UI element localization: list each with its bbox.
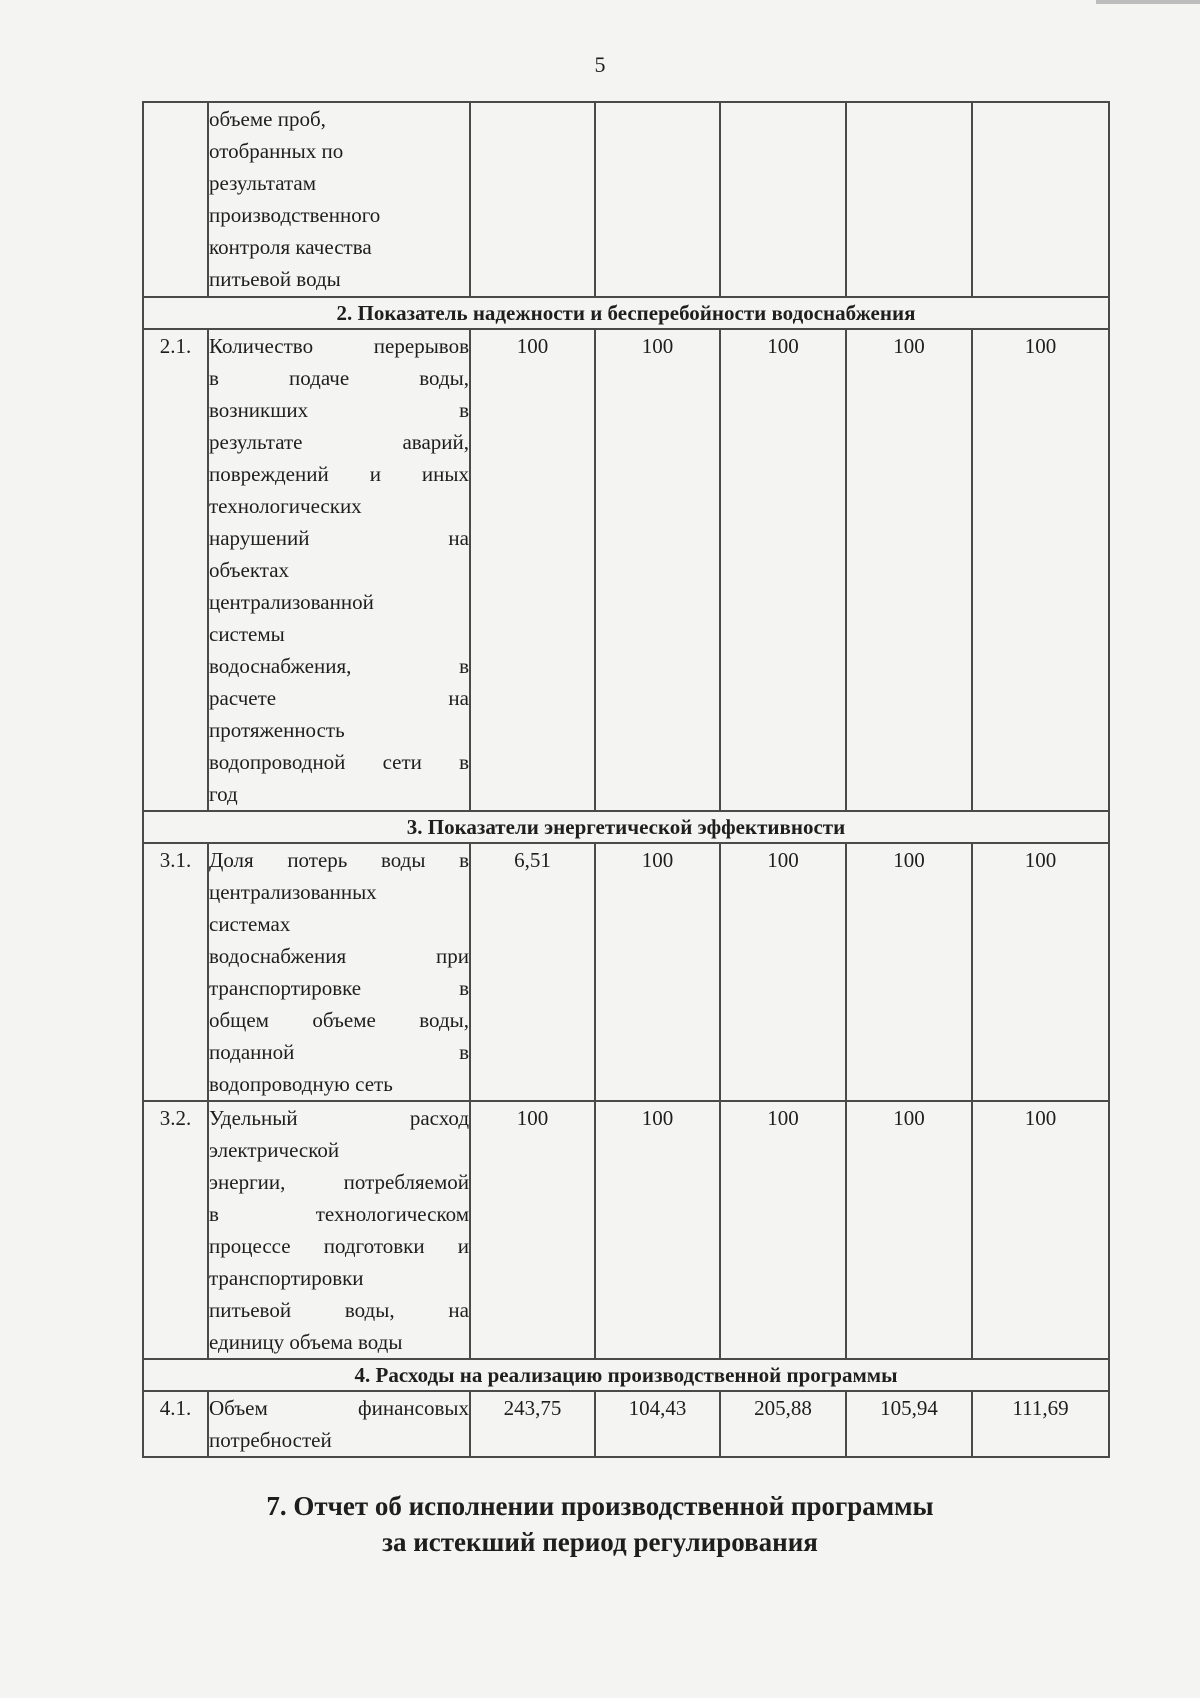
row-description: Удельный расход электрической энергии, потребляемой в технологическом процессе подготовки и транспортировки питьевой воды, на единицу объема воды — [208, 1101, 470, 1359]
table-row — [143, 843, 1109, 1101]
table-row — [143, 1101, 1109, 1359]
value-cell — [470, 102, 595, 297]
section-heading — [0, 1488, 1200, 1560]
value-cell — [595, 102, 720, 297]
value-cell — [972, 102, 1109, 297]
value-cell: 100 — [470, 329, 595, 811]
row-description: объеме проб, отобранных по результатам производственного контроля качества питьевой воды — [208, 102, 470, 297]
section-heading-line: 7. Отчет об исполнении производственной программы — [266, 1491, 934, 1521]
value-cell: 243,75 — [470, 1391, 595, 1457]
row-number: 4.1. — [143, 1391, 208, 1457]
section-title: 2. Показатель надежности и бесперебойности водоснабжения — [143, 297, 1109, 329]
table-row-continuation — [143, 102, 1109, 297]
value-cell: 111,69 — [972, 1391, 1109, 1457]
section-title: 4. Расходы на реализацию производственной программы — [143, 1359, 1109, 1391]
row-number: 2.1. — [143, 329, 208, 811]
indicators-table — [142, 101, 1110, 1458]
row-description: Доля потерь воды в централизованных системах водоснабжения при транспортировке в общем объеме воды, поданной в водопроводную сеть — [208, 843, 470, 1101]
section-header-row — [143, 297, 1109, 329]
row-description: Количество перерывов в подаче воды, возникших в результате аварий, повреждений и иных технологических нарушений на объектах централизованной системы водоснабжения, в расчете на протяженность водопроводной сети в год — [208, 329, 470, 811]
section-header-row — [143, 811, 1109, 843]
value-cell: 100 — [720, 329, 846, 811]
value-cell: 100 — [972, 329, 1109, 811]
value-cell — [720, 102, 846, 297]
value-cell: 205,88 — [720, 1391, 846, 1457]
value-cell: 100 — [720, 843, 846, 1101]
row-number: 3.2. — [143, 1101, 208, 1359]
row-number-cell — [143, 102, 208, 297]
page-number: 5 — [594, 52, 606, 77]
value-cell: 100 — [846, 843, 972, 1101]
value-cell: 100 — [720, 1101, 846, 1359]
value-cell: 100 — [595, 843, 720, 1101]
value-cell: 100 — [972, 1101, 1109, 1359]
section-title: 3. Показатели энергетической эффективности — [143, 811, 1109, 843]
value-cell: 100 — [846, 1101, 972, 1359]
value-cell: 105,94 — [846, 1391, 972, 1457]
value-cell: 100 — [972, 843, 1109, 1101]
value-cell: 100 — [595, 1101, 720, 1359]
value-cell: 104,43 — [595, 1391, 720, 1457]
table-row — [143, 329, 1109, 811]
scan-edge-mark — [1096, 0, 1200, 4]
section-heading-line: за истекший период регулирования — [382, 1527, 818, 1557]
section-header-row — [143, 1359, 1109, 1391]
value-cell: 6,51 — [470, 843, 595, 1101]
value-cell — [846, 102, 972, 297]
value-cell: 100 — [595, 329, 720, 811]
table-row — [143, 1391, 1109, 1457]
row-description: Объем финансовых потребностей — [208, 1391, 470, 1457]
value-cell: 100 — [846, 329, 972, 811]
row-number: 3.1. — [143, 843, 208, 1101]
value-cell: 100 — [470, 1101, 595, 1359]
